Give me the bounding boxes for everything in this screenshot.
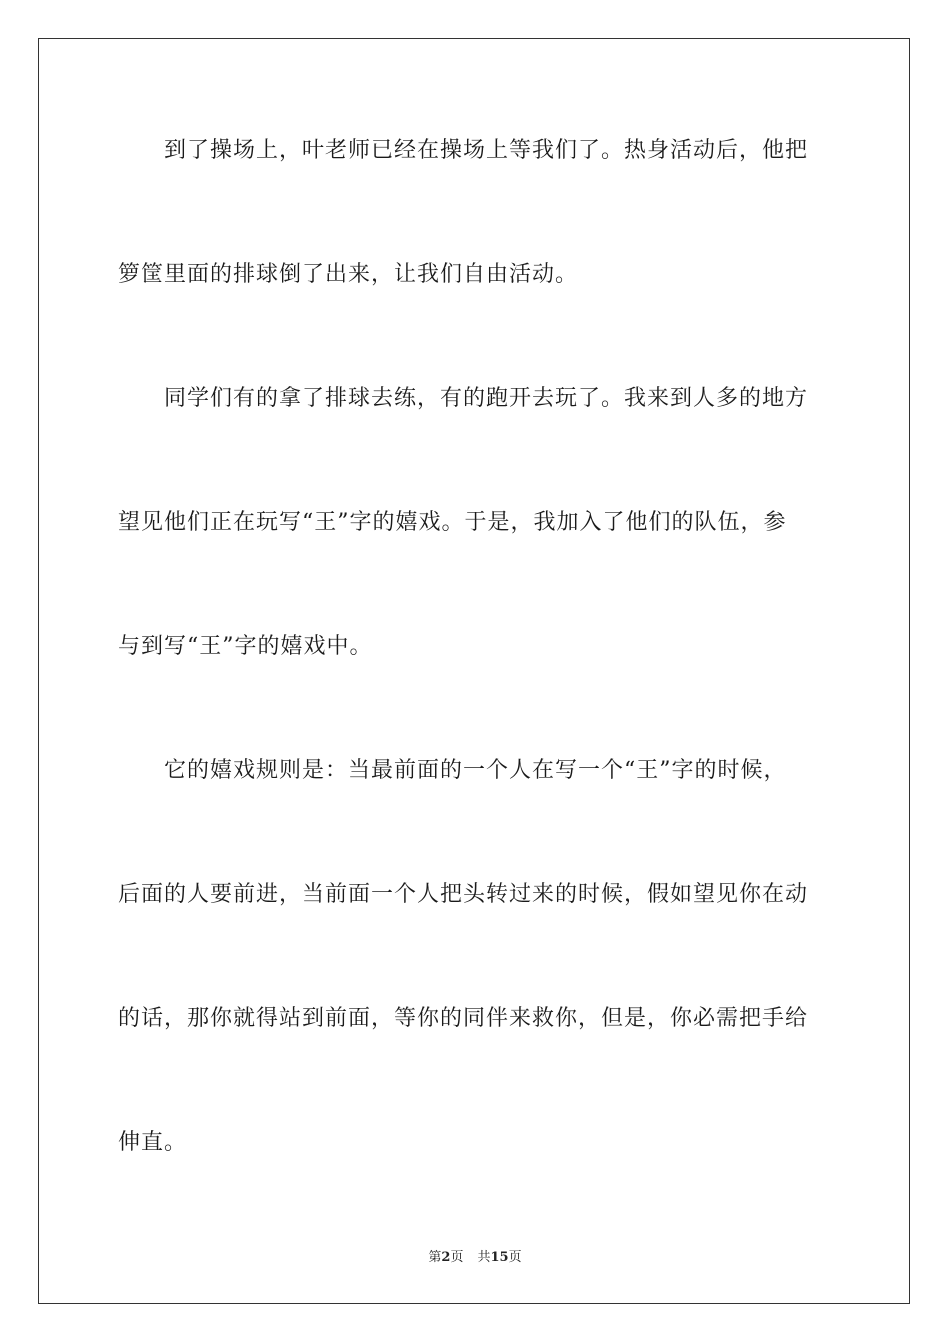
page-footer (0, 1250, 950, 1266)
paragraph-3-line-4: 伸直。 (118, 1130, 188, 1155)
paragraph-3-line-3: 的话，那你就得站到前面，等你的同伴来救你，但是，你必需把手给 (118, 1006, 809, 1031)
page-number: 2 (441, 1250, 451, 1265)
paragraph-3-line-1: 它的嬉戏规则是：当最前面的一个人在写一个“王”字的时候， (164, 758, 787, 783)
paragraph-2-line-2: 望见他们正在玩写“王”字的嬉戏。于是，我加入了他们的队伍，参 (118, 510, 787, 535)
paragraph-2-line-3: 与到写“王”字的嬉戏中。 (118, 634, 373, 659)
page-suffix: 页 (450, 1250, 464, 1265)
page-border (38, 38, 910, 1304)
page-prefix: 第 (428, 1250, 442, 1265)
paragraph-1-line-1: 到了操场上，叶老师已经在操场上等我们了。热身活动后，他把 (164, 138, 809, 163)
total-prefix: 共 (477, 1250, 491, 1265)
total-pages: 15 (490, 1250, 509, 1265)
total-suffix: 页 (508, 1250, 522, 1265)
paragraph-1-line-2: 箩筐里面的排球倒了出来，让我们自由活动。 (118, 262, 579, 287)
paragraph-3-line-2: 后面的人要前进，当前面一个人把头转过来的时候，假如望见你在动 (118, 882, 809, 907)
paragraph-2-line-1: 同学们有的拿了排球去练，有的跑开去玩了。我来到人多的地方 (164, 386, 809, 411)
